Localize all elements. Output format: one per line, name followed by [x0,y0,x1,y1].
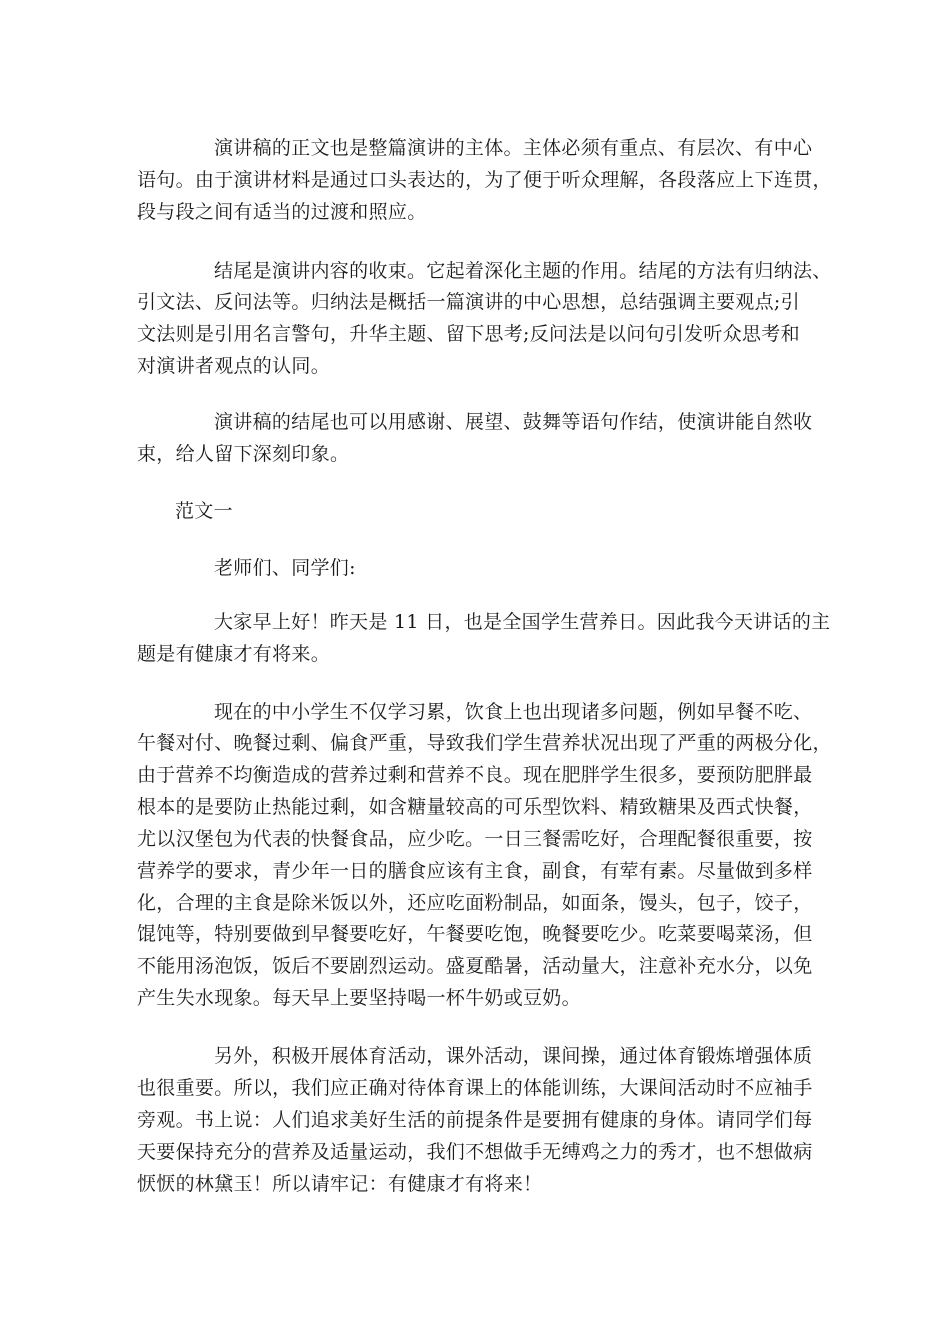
text-line: 现在的中小学生不仅学习累，饮食上也出现诸多问题，例如早餐不吃、 [214,701,813,723]
text-line: 对演讲者观点的认同。 [137,355,331,377]
text-line: 也很重要。所以，我们应正确对待体育课上的体能训练，大课间活动时不应袖手 [137,1077,813,1099]
section-title: 范文一 [175,500,233,522]
text-line: 束，给人留下深刻印象。 [137,443,350,465]
text-line: 段与段之间有适当的过渡和照应。 [137,201,427,223]
text-line: 由于营养不均衡造成的营养过剩和营养不良。现在肥胖学生很多，要预防肥胖最 [137,764,813,786]
text-line: 演讲稿的结尾也可以用感谢、展望、鼓舞等语句作结，使演讲能自然收 [214,411,813,433]
text-line: 产生失水现象。每天早上要坚持喝一杯牛奶或豆奶。 [137,987,581,1009]
text-line: 馄饨等，特别要做到早餐要吃好，午餐要吃饱，晚餐要吃少。吃菜要喝菜汤，但 [137,923,813,945]
text-line: 根本的是要防止热能过剩，如含糖量较高的可乐型饮料、精致糖果及西式快餐， [137,796,813,818]
text-line: 题是有健康才有将来。 [137,643,331,665]
text-line: 化，合理的主食是除米饭以外，还应吃面粉制品，如面条，馒头，包子，饺子， [137,892,813,914]
text-line: 老师们、同学们: [214,557,356,579]
text-line: 不能用汤泡饭，饭后不要剧烈运动。盛夏酷暑，活动量大，注意补充水分，以免 [137,955,813,977]
text-line: 旁观。书上说：人们追求美好生活的前提条件是要拥有健康的身体。请同学们每 [137,1109,813,1131]
text-line: 演讲稿的正文也是整篇演讲的主体。主体必须有重点、有层次、有中心 [214,137,813,159]
text-line: 语句。由于演讲材料是通过口头表达的，为了便于听众理解，各段落应上下连贯， [137,169,832,191]
text-line: 午餐对付、晚餐过剩、偏食严重，导致我们学生营养状况出现了严重的两极分化， [137,732,832,754]
text-line: 尤以汉堡包为代表的快餐食品，应少吃。一日三餐需吃好，合理配餐很重要，按 [137,828,813,850]
text-line: 营养学的要求，青少年一日的膳食应该有主食，副食，有荤有素。尽量做到多样 [137,860,813,882]
text-line: 文法则是引用名言警句，升华主题、留下思考;反问法是以问句引发听众思考和 [137,323,800,345]
text-line: 结尾是演讲内容的收束。它起着深化主题的作用。结尾的方法有归纳法、 [214,260,832,282]
text-line: 引文法、反问法等。归纳法是概括一篇演讲的中心思想，总结强调主要观点;引 [137,291,800,313]
text-line: 另外，积极开展体育活动，课外活动，课间操，通过体育锻炼增强体质 [214,1045,813,1067]
text-line: 恹恹的林黛玉！所以请牢记：有健康才有将来！ [137,1173,543,1195]
text-line: 天要保持充分的营养及适量运动，我们不想做手无缚鸡之力的秀才，也不想做病 [137,1141,813,1163]
text-line: 大家早上好！昨天是 11 日，也是全国学生营养日。因此我今天讲话的主 [214,611,831,633]
